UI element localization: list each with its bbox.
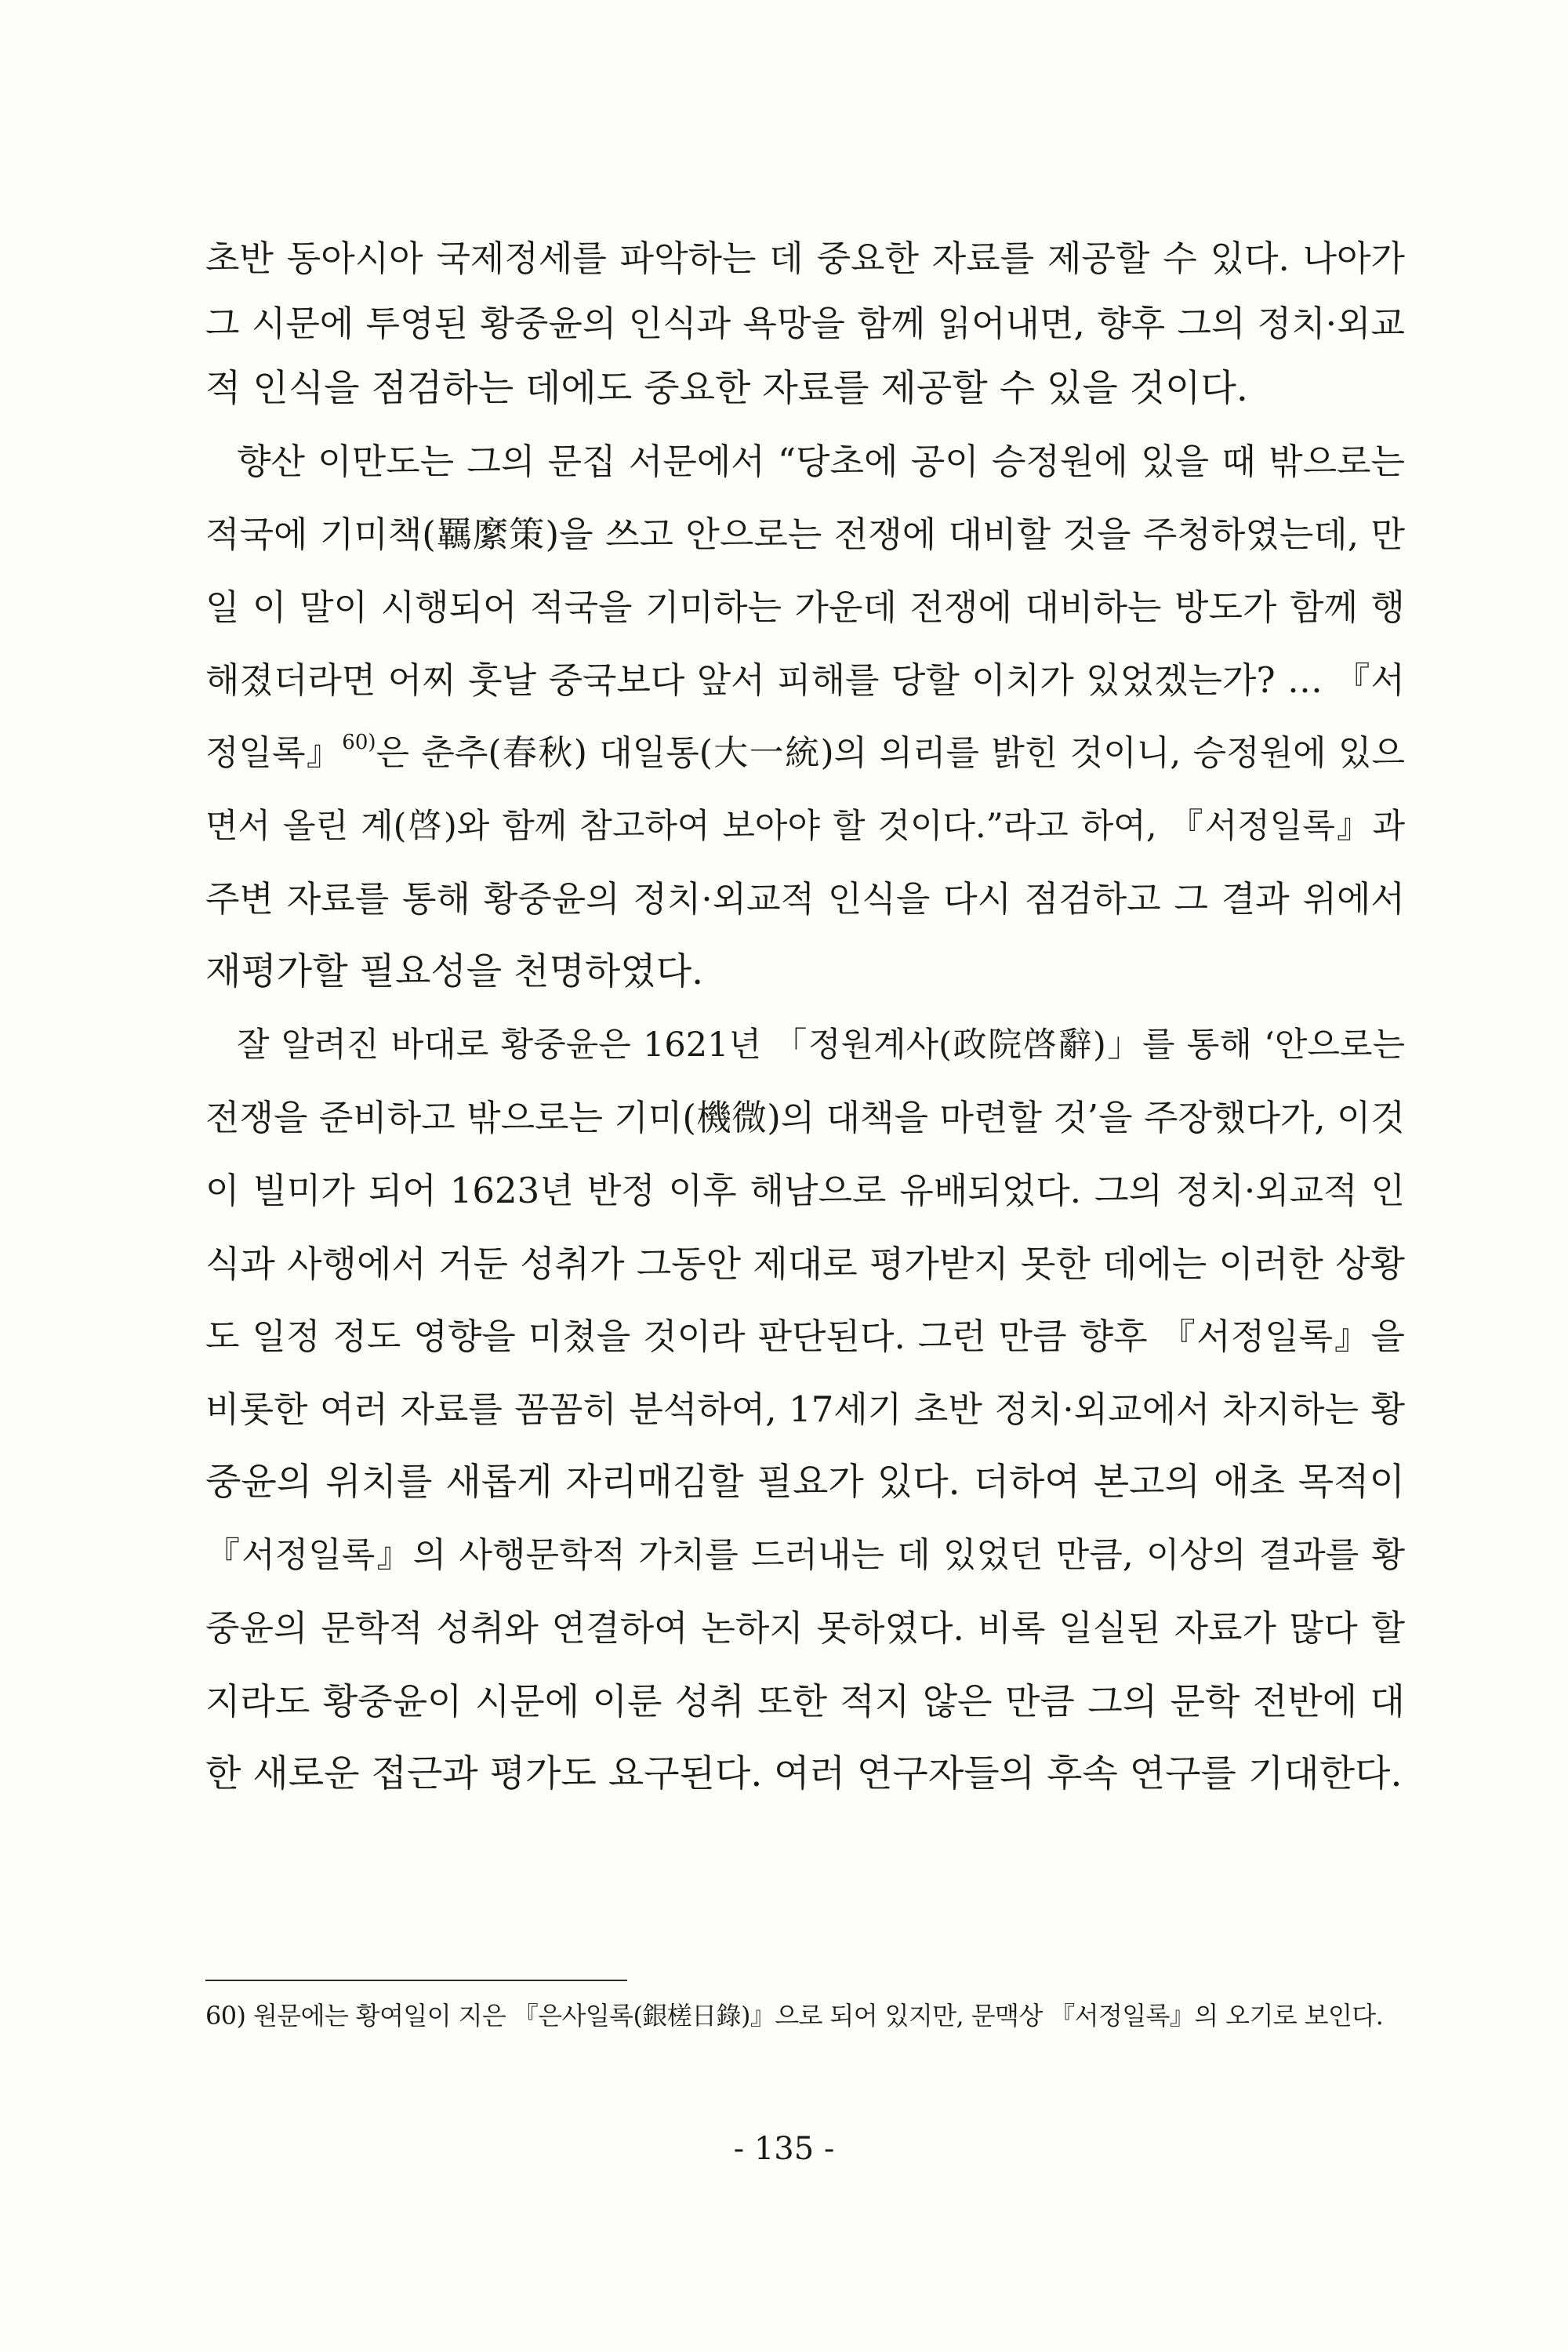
body-line-19: 『서정일록』의 사행문학적 가치를 드러내는 데 있었던 만큼, 이상의 결과를 황 [205,1535,1405,1575]
body-line-14: 이 빌미가 되어 1623년 반정 이후 해남으로 유배되었다. 그의 정치·외교적 인 [205,1170,1405,1211]
body-line-3: 적 인식을 점검하는 데에도 중요한 자료를 제공할 수 있을 것이다. [205,367,1248,410]
footnote-reference: 60) [342,731,376,754]
body-line-21: 지라도 황중윤이 시문에 이룬 성취 또한 적지 않은 만큼 그의 문학 전반에 대 [205,1680,1405,1722]
body-line-8-start: 정일록』 [205,733,343,773]
body-line-13: 전쟁을 준비하고 밖으로는 기미(機微)의 대책을 마련할 것’을 주장했다가, 이것 [205,1097,1405,1138]
body-line-8 [205,730,1405,777]
body-line-20: 중윤의 문학적 성취와 연결하여 논하지 못하였다. 비록 일실된 자료가 많다 할 [205,1607,1405,1649]
body-line-8-end: 은 춘추(春秋) 대일통(大一統)의 의리를 밝힌 것이니, 승정원에 있으 [376,733,1405,773]
body-line-12: 잘 알려진 바대로 황중윤은 1621년 「정원계사(政院啓辭)」를 통해 ‘안으로는 [237,1025,1405,1065]
body-line-5: 적국에 기미책(羈縻策)을 쓰고 안으로는 전쟁에 대비할 것을 주청하였는데, 만 [205,514,1405,555]
body-line-18: 중윤의 위치를 새롭게 자리매김할 필요가 있다. 더하여 본고의 애초 목적이 [205,1461,1405,1504]
body-line-2: 그 시문에 투영된 황중윤의 인식과 욕망을 함께 읽어내면, 향후 그의 정치·외교 [205,303,1405,344]
body-line-7: 해졌더라면 어찌 훗날 중국보다 앞서 피해를 당할 이치가 있었겠는가? … 『서 [205,659,1405,701]
body-line-1: 초반 동아시아 국제정세를 파악하는 데 중요한 자료를 제공할 수 있다. 나아가 [205,238,1405,279]
body-line-9: 면서 올린 계(啓)와 함께 참고하여 보아야 할 것이다.”라고 하여, 『서정일록』과 [205,807,1405,846]
body-line-22: 한 새로운 접근과 평가도 요구된다. 여러 연구자들의 후속 연구를 기대한다. [205,1752,1403,1795]
footnote-divider [205,1980,627,1981]
body-line-11: 재평가할 필요성을 천명하였다. [205,950,704,993]
body-line-16: 도 일정 정도 영향을 미쳤을 것이라 판단된다. 그런 만큼 향후 『서정일록』을 [205,1316,1405,1357]
body-line-15: 식과 사행에서 거둔 성취가 그동안 제대로 평가받지 못한 데에는 이러한 상황 [205,1243,1405,1285]
page-number: - 135 - [733,2131,835,2167]
body-line-10: 주변 자료를 통해 황중윤의 정치·외교적 인식을 다시 점검하고 그 결과 위에서 [205,878,1405,920]
body-line-17: 비롯한 여러 자료를 꼼꼼히 분석하여, 17세기 초반 정치·외교에서 차지하는 황 [205,1388,1405,1430]
footnote-60: 60) 원문에는 황여일이 지은 『은사일록(銀槎日錄)』으로 되어 있지만, 문맥상 『서정일록』의 오기로 보인다. [205,2001,1384,2031]
body-line-6: 일 이 말이 시행되어 적국을 기미하는 가운데 전쟁에 대비하는 방도가 함께 행 [205,586,1405,628]
body-line-4: 향산 이만도는 그의 문집 서문에서 “당초에 공이 승정원에 있을 때 밖으로는 [237,441,1405,482]
